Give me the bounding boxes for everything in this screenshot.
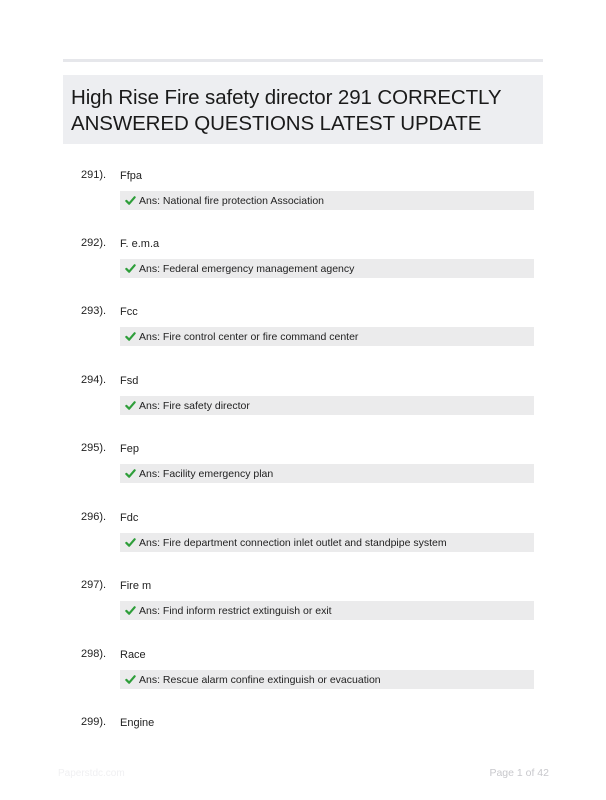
question-text: Fsd (120, 375, 139, 387)
question-text: Race (120, 649, 146, 661)
answer-text: Ans: National fire protection Association (139, 194, 325, 207)
checkmark-icon (125, 331, 136, 342)
checkmark-icon (125, 605, 136, 616)
page-indicator: Page 1 of 42 (489, 767, 549, 779)
answer-box (120, 601, 534, 620)
document-title: High Rise Fire safety director 291 CORRECTLY ANSWERED QUESTIONS LATEST UPDATE (71, 86, 502, 135)
answer-box (120, 259, 534, 278)
question-text: F. e.m.a (120, 238, 160, 250)
question-number: 295). (81, 442, 107, 454)
answer-text: Ans: Fire department connection inlet outlet and standpipe system (139, 536, 447, 549)
answer-text: Ans: Fire control center or fire command center (139, 330, 359, 343)
answer-text: Ans: Fire safety director (139, 399, 250, 412)
question-text: Fire m (120, 580, 152, 592)
answer-box (120, 396, 534, 415)
question-number: 292). (81, 237, 107, 249)
answer-text: Ans: Rescue alarm confine extinguish or evacuation (139, 673, 381, 686)
checkmark-icon (125, 468, 136, 479)
answer-box (120, 464, 534, 483)
question-text: Engine (120, 717, 155, 729)
question-number: 298). (81, 648, 107, 660)
footer-watermark: Paperstdc.com (58, 768, 125, 779)
checkmark-icon (125, 263, 136, 274)
answer-text: Ans: Federal emergency management agency (139, 262, 355, 275)
question-text: Ffpa (120, 170, 143, 182)
answer-text: Ans: Find inform restrict extinguish or exit (139, 604, 332, 617)
checkmark-icon (125, 674, 136, 685)
question-number: 299). (81, 716, 107, 728)
question-text: Fcc (120, 306, 138, 318)
question-number: 291). (81, 169, 107, 181)
question-text: Fep (120, 443, 139, 455)
question-number: 293). (81, 305, 107, 317)
checkmark-icon (125, 400, 136, 411)
answer-box (120, 327, 534, 346)
title-banner (63, 75, 543, 144)
answer-box (120, 191, 534, 210)
question-number: 294). (81, 374, 107, 386)
checkmark-icon (125, 195, 136, 206)
question-text: Fdc (120, 512, 139, 524)
answer-box (120, 670, 534, 689)
answer-box (120, 533, 534, 552)
top-divider (63, 59, 543, 62)
checkmark-icon (125, 537, 136, 548)
answer-text: Ans: Facility emergency plan (139, 467, 274, 480)
question-number: 296). (81, 511, 107, 523)
question-number: 297). (81, 579, 107, 591)
